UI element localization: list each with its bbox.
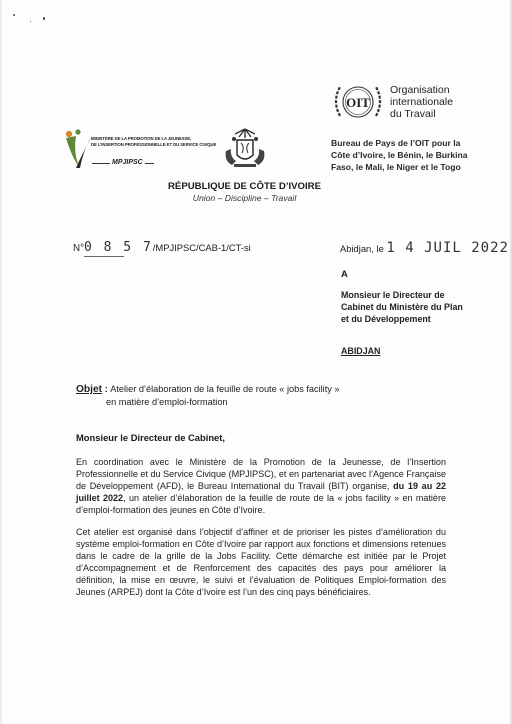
- ministry-abbreviation: MPJIPSC: [112, 159, 143, 166]
- addressee-city: ABIDJAN: [341, 346, 381, 356]
- salutation: Monsieur le Directeur de Cabinet,: [76, 432, 225, 443]
- oit-office-line: Faso, le Mali, le Niger et le Togo: [331, 162, 461, 172]
- recipient-line: et du Développement: [341, 314, 431, 324]
- subject-colon: :: [102, 384, 111, 394]
- scan-speck: [30, 21, 31, 22]
- subject-line: Atelier d’élaboration de la feuille de route « jobs facility »: [110, 384, 340, 394]
- subject-line: en matière d’emploi-formation: [106, 397, 228, 407]
- date-stamp: 1 4 JUIL 2022: [386, 240, 509, 256]
- scan-speck: [43, 17, 45, 20]
- body-paragraph: Cet atelier est organisé dans l’objectif d’affiner et de prioriser les pistes d’amélioration du système emploi-formation en Côte d’Ivoire par rapport aux fonctions et dimensions retenues dans le cadre de la grille de la Jobs Facility. Cette démarche est initiée par le Projet d’Accompagnement et de Renforcement des capacités des pays pour améliorer la définition, la mise en œuvre, le suivi et l’évaluation de Politiques Emploi-formation des Jeunes (ARPEJ) dont la Côte d’Ivoire est l’un des cinq pays bénéficiaires.: [76, 527, 446, 597]
- recipient-line: Monsieur le Directeur de: [341, 290, 445, 300]
- reference-number: [73, 240, 251, 255]
- subject-label: Objet: [76, 384, 103, 395]
- republic-motto: Union – Discipline – Travail: [192, 193, 297, 203]
- reference-suffix: /MPJIPSC/CAB-1/CT-si: [152, 242, 251, 253]
- reference-handwritten-number: 0 8 5 7: [84, 240, 153, 255]
- paragraph-bold-dates: du 19 au 22 juillet 2022: [76, 481, 447, 503]
- oit-logo-acronym: OIT: [346, 95, 370, 110]
- ministry-logo: [58, 128, 94, 174]
- republic-name: RÉPUBLIQUE DE CÔTE D’IVOIRE: [168, 181, 321, 192]
- ministry-name-line: MINISTÈRE DE LA PROMOTION DE LA JEUNESSE,: [91, 136, 192, 141]
- paragraph-text: , un atelier d’élaboration de la feuille de route de la « jobs facility » en matière d’emploi-formation des jeunes en Côte d’Ivoire.: [76, 493, 447, 515]
- body-paragraph: [76, 456, 446, 516]
- oit-office: [331, 137, 506, 173]
- oit-name-line: du Travail: [390, 108, 436, 120]
- scan-speck: [13, 14, 15, 16]
- oit-office-line: Bureau de Pays de l’OIT pour la: [331, 138, 461, 148]
- oit-name-line: Organisation: [390, 84, 450, 96]
- coat-of-arms-icon: [222, 125, 268, 169]
- recipient-line: Cabinet du Ministère du Plan: [341, 302, 463, 312]
- ministry-name-line: DE L’INSERTION PROFESSIONNELLE ET DU SERVICE CIVIQUE: [91, 142, 217, 148]
- oit-name-line: internationale: [390, 96, 454, 108]
- date-place: Abidjan, le: [340, 243, 387, 254]
- letter-date: [340, 240, 509, 256]
- ministry-name: [91, 136, 216, 148]
- reference-prefix: N°: [73, 243, 84, 254]
- oit-name: [390, 84, 453, 120]
- reference-underline: [84, 256, 124, 257]
- addressee-recipient: [341, 289, 501, 325]
- oit-logo: [330, 82, 386, 120]
- addressee-a: A: [341, 268, 348, 279]
- letter-subject: [76, 383, 476, 409]
- oit-office-line: Côte d’Ivoire, le Bénin, le Burkina: [331, 150, 468, 160]
- paragraph-text: En coordination avec le Ministère de la Promotion de la Jeunesse, de l’Insertion Professionnelle et du Service Civique (MPJIPSC), et en partenariat avec l’Agence Française de Développement (AFD), le Bureau International du Travail (BIT) organise,: [76, 457, 446, 491]
- page-edge-left: [0, 0, 2, 724]
